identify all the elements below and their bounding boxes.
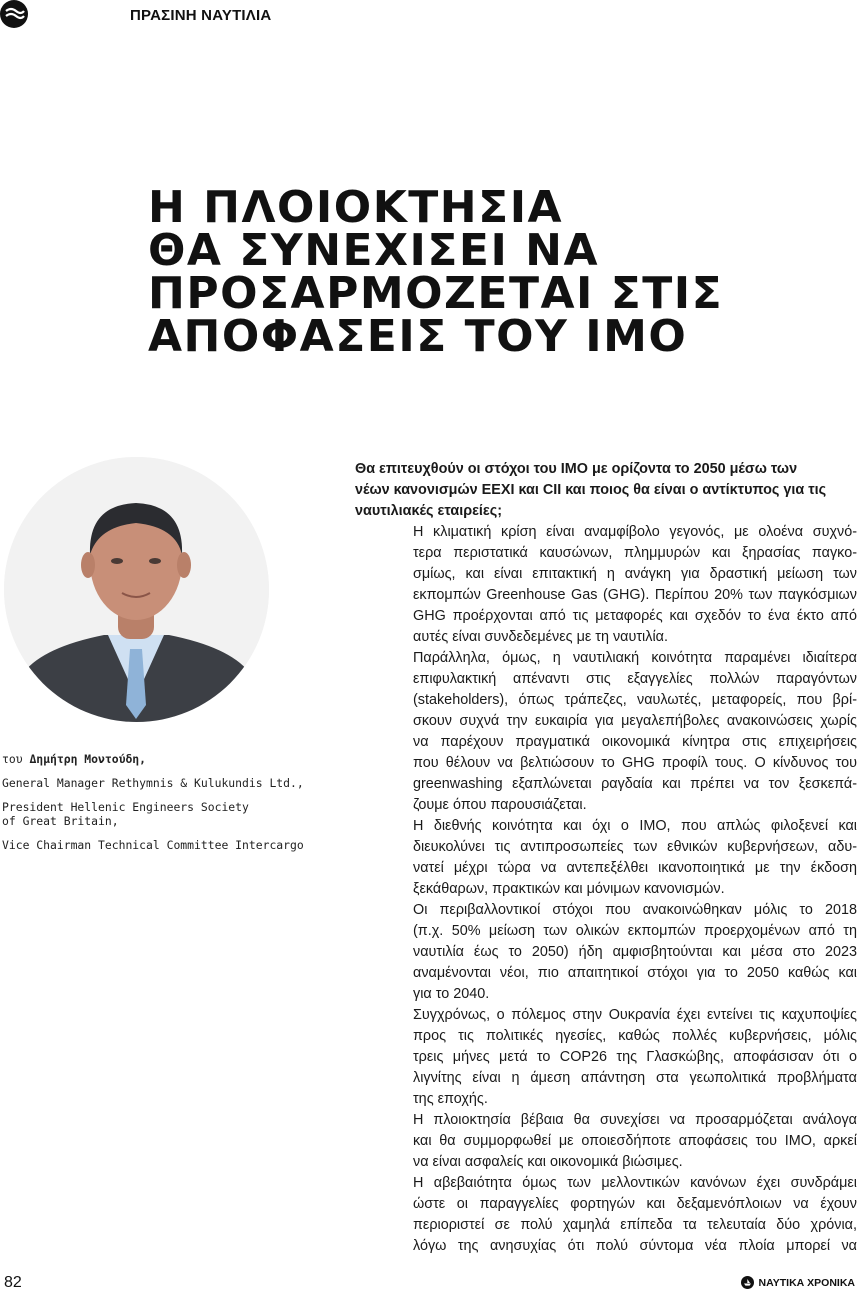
article-paragraphs (355, 522, 857, 1257)
author-byline (2, 752, 332, 852)
question-line: ναυτιλιακές εταιρείες; (355, 503, 503, 519)
author-name: Δημήτρη Μοντούδη, (29, 752, 147, 766)
paragraph-line: σκουν συχνά την ευκαιρία για μεγαλεπήβολες ανακοινώσεις χωρίς (413, 713, 857, 729)
paragraph-line: αναμένονται νέοι, πιο απαιτητικοί στόχοι για το 2050 καθώς και (413, 965, 857, 981)
paragraph-line: επιφυλακτική απέναντι στις εξαγγελίες πολλών παραγόντων (413, 671, 857, 687)
paragraph-line: Οι περιβαλλοντικοί στόχοι που ανακοινώθηκαν μόλις το 2018 (413, 902, 857, 918)
question-line: νέων κανονισμών EEXI και CII και ποιος θα είναι ο αντίκτυπος για τις (355, 482, 827, 498)
article-paragraph (355, 1005, 857, 1110)
article-question (355, 459, 857, 522)
paragraph-line: και θα συμμορφωθεί με οποιεσδήποτε αποφάσεις του ΙΜΟ, αρκεί (413, 1133, 857, 1149)
paragraph-line: σμίως, και είναι επιτακτική η ανάγκη για δραστική μείωση των (413, 566, 857, 582)
article-paragraph (355, 900, 857, 1005)
question-line: Θα επιτευχθούν οι στόχοι του ΙΜΟ με ορίζοντα το 2050 μέσω των (355, 461, 798, 477)
page-number: 82 (4, 1274, 22, 1291)
article-body (355, 459, 857, 1257)
article-paragraph (355, 1173, 857, 1257)
paragraph-line: προς τις πολιτικές ηγεσίες, καθώς πολλές κυβερνήσεις, μόλις (413, 1028, 857, 1044)
article-paragraph (355, 816, 857, 900)
brand-name: ΝΑΥΤΙΚΑ ΧΡΟΝΙΚΑ (758, 1276, 855, 1289)
paragraph-line: λιγνίτης είναι η άμεση απάντηση στα γεωπολιτικά προβλήματα (413, 1070, 857, 1086)
article-paragraph (355, 522, 857, 648)
paragraph-line: Η πλοιοκτησία βέβαια θα συνεχίσει να προσαρμόζεται ανάλογα (413, 1112, 857, 1128)
paragraph-line: τρεις μήνες μετά το COP26 της Γλασκώβης, αποφάσισαν ότι ο (413, 1049, 857, 1065)
author-portrait-icon (4, 457, 269, 722)
paragraph-line: ζουμε όπου παρουσιάζεται. (413, 797, 587, 813)
headline-line: Η ΠΛΟΙΟΚΤΗΣΙΑ (148, 182, 564, 233)
headline-line: ΘΑ ΣΥΝΕΧΙΣΕΙ ΝΑ (148, 225, 600, 276)
paragraph-line: να παρέχουν πραγματικά οικονομικά κίνητρα στις επιχειρήσεις (413, 734, 857, 750)
paragraph-line: ώστε οι παραγγελίες φορτηγών και δεξαμενόπλοιων να έχουν (413, 1196, 857, 1212)
paragraph-line: λόγω της ανησυχίας ότι πολύ σύντομα νέα πλοία μπορεί να (413, 1238, 857, 1254)
paragraph-line: εκπομπών Greenhouse Gas (GHG). Περίπου 20% των παγκόσμιων (413, 587, 857, 603)
article-paragraph (355, 1110, 857, 1173)
paragraph-line: Η αβεβαιότητα όμως των μελλοντικών κανόνων έχει συνδράμει (413, 1175, 857, 1191)
paragraph-line: (π.χ. 50% μείωση των ολικών εκπομπών προερχομένων από τη (413, 923, 857, 939)
section-label: ΠΡΑΣΙΝΗ ΝΑΥΤΙΛΙΑ (130, 7, 272, 24)
byline-prefix: του (2, 752, 30, 766)
paragraph-line: νατεί μέχρι τώρα να αντεπεξέλθει ικανοποιητικά με την έκδοση (413, 860, 857, 876)
paragraph-line: greenwashing εξαπλώνεται ραγδαία και πρέπει να τον ξεσκεπά- (413, 776, 857, 792)
wave-logo-icon (0, 0, 28, 28)
author-role: President Hellenic Engineers Society (2, 800, 249, 814)
author-role: Vice Chairman Technical Committee Intercargo (2, 838, 304, 852)
publication-brand (741, 1276, 855, 1289)
author-role: of Great Britain, (2, 814, 119, 828)
paragraph-line: ξεκάθαρων, πρακτικών και μόνιμων κανονισμών. (413, 881, 725, 897)
paragraph-line: να είναι ασφαλείς και οικονομικά βιώσιμες. (413, 1154, 683, 1170)
paragraph-line: τερα περιστατικά καυσώνων, πλημμυρών και ξηρασίας παγκο- (413, 545, 857, 561)
paragraph-line: ναυτιλία έως το 2050) ήδη αμφισβητούνται και μέσα στο 2023 (413, 944, 857, 960)
paragraph-line: GHG προέρχονται από τις μεταφορές και σχεδόν το ένα έκτο από (413, 608, 857, 624)
paragraph-line: αυτές είναι συνδεδεμένες με τη ναυτιλία. (413, 629, 668, 645)
paragraph-line: για το 2040. (413, 986, 490, 1002)
paragraph-line: της εποχής. (413, 1091, 488, 1107)
paragraph-line: (stakeholders), όπως τράπεζες, ναυλωτές, μεταφορείς, που βρί- (413, 692, 857, 708)
paragraph-line: Η διεθνής κοινότητα και όχι ο ΙΜΟ, που απλώς φιλοξενεί και (413, 818, 857, 834)
ship-logo-icon (741, 1276, 754, 1289)
headline-line: ΑΠΟΦΑΣΕΙΣ ΤΟΥ ΙΜΟ (148, 311, 688, 362)
paragraph-line: που θέλουν να βελτιώσουν το GHG προφίλ τους. Ο κίνδυνος του (413, 755, 857, 771)
paragraph-line: Η κλιματική κρίση είναι αναμφίβολο γεγονός, με ολοένα συχνό- (413, 524, 857, 540)
author-role: General Manager Rethymnis & Kulukundis Ltd., (2, 776, 304, 790)
headline-line: ΠΡΟΣΑΡΜΟΖΕΤΑΙ ΣΤΙΣ (148, 268, 724, 319)
paragraph-line: διευκολύνει τις αντιπροσωπείες των εθνικών κυβερνήσεων, αδυ- (413, 839, 857, 855)
paragraph-line: Συγχρόνως, ο πόλεμος στην Ουκρανία έχει εντείνει τις καχυποψίες (413, 1007, 857, 1023)
paragraph-line: περιοριστεί σε πολύ χαμηλά επίπεδα τα τελευταία δύο χρόνια, (413, 1217, 857, 1233)
paragraph-line: Παράλληλα, όμως, η ναυτιλιακή κοινότητα παραμένει ιδιαίτερα (413, 650, 857, 666)
article-paragraph (355, 648, 857, 816)
headline (148, 182, 838, 362)
